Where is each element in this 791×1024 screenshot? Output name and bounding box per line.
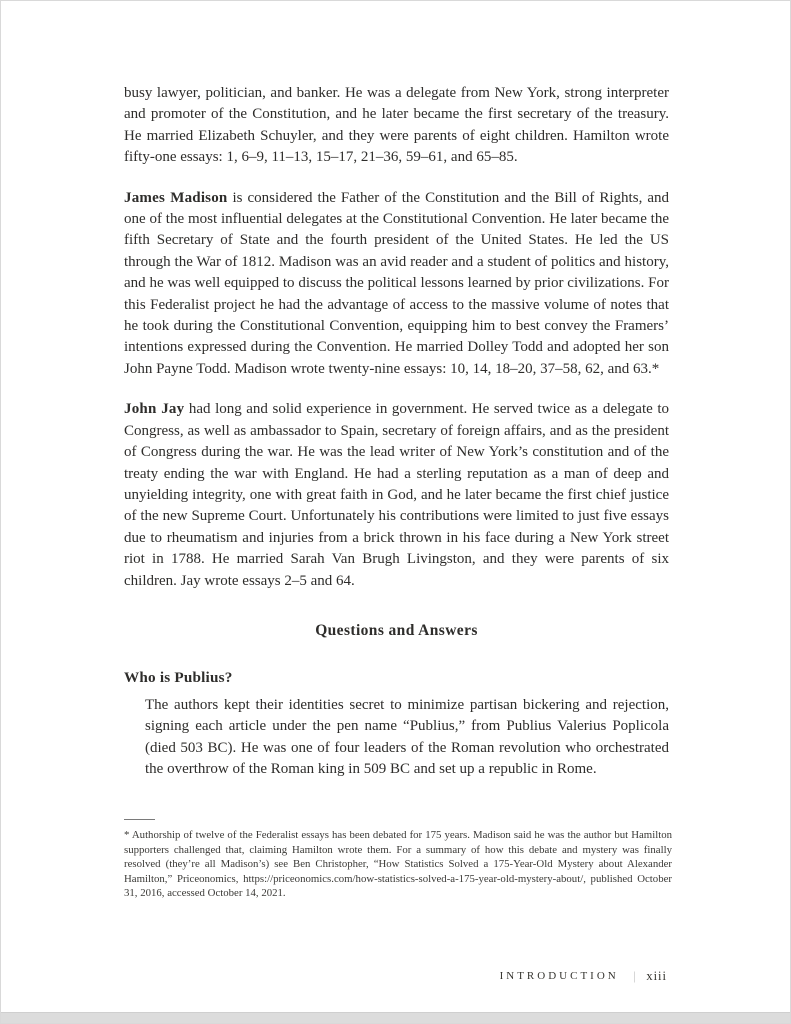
footer-divider: | bbox=[633, 968, 635, 983]
footer-page-number: xiii bbox=[646, 968, 667, 983]
page-content bbox=[124, 83, 669, 780]
paragraph-john-jay bbox=[124, 399, 669, 592]
paragraph-lead: James Madison bbox=[124, 189, 228, 206]
footer-section-label: INTRODUCTION bbox=[499, 970, 619, 982]
page-footer bbox=[500, 968, 667, 984]
question-heading: Who is Publius? bbox=[124, 669, 233, 687]
paragraph-text: is considered the Father of the Constitution and the Bill of Rights, and one of the most influential delegates at the Constitutional Convention. He later became the fifth Secretary of State and the fourth president of the United States. He led the US through the War of 1812. Madison was an avid reader and a student of politics and history, and he was well equipped to discuss the political lessons learned by prior civilizations. For this Federalist project he had the advantage of access to the massive volume of notes that he took during the Constitutional Convention, equipping him to best convey the Framers’ intentions expressed during the Convention. He married Dolley Todd and adopted her son John Payne Todd. Madison wrote twenty-nine essays: 10, 14, 18–20, 37–58, 62, and 63.* bbox=[124, 189, 669, 377]
paragraph-text: busy lawyer, politician, and banker. He was a delegate from New York, strong interpreter and promoter of the Constitution, and he later became the first secretary of the treasury. He married Elizabeth Schuyler, and they were parents of eight children. Hamilton wrote fifty-one essays: 1, 6–9, 11–13, 15–17, 21–36, 59–61, and 65–85. bbox=[124, 85, 669, 166]
paragraph-text: had long and solid experience in government. He served twice as a delegate to Congress, as well as ambassador to Spain, secretary of foreign affairs, and as the president of Congress during the war. He was the lead writer of New York’s constitution and of the treaty ending the war with England. He had a sterling reputation as a man of deep and unyielding integrity, one with great faith in God, and he later became the first chief justice of the new Supreme Court. Unfortunately his contributions were limited to just five essays due to rheumatism and injuries from a brick thrown in his face during a New York street riot in 1788. He married Sarah Van Brugh Livingston, and they were parents of six children. Jay wrote essays 2–5 and 64. bbox=[124, 401, 669, 589]
footnote-text: * Authorship of twelve of the Federalist essays has been debated for 175 years. Madison said he was the author but Hamilton supporters challenged that, claiming Hamilton wrote them. For a summary of how this debate and mystery was finally resolved (they’re all Madison’s) see Ben Christopher, “How Statistics Solved a 175-Year-Old Mystery about Alexander Hamilton,” Priceonomics, https://priceonomics.com/how-statistics-solved-a-175-year-old-mystery-about/, published October 31, 2016, accessed October 14, 2021. bbox=[124, 829, 672, 899]
paragraph-lead: John Jay bbox=[124, 401, 185, 418]
footnote-rule bbox=[124, 819, 155, 820]
page-bottom-edge bbox=[1, 1012, 790, 1023]
footnote-block bbox=[124, 819, 672, 901]
answer-paragraph: The authors kept their identities secret to minimize partisan bickering and rejection, signing each article under the pen name “Publius,” from Publius Valerius Poplicola (died 503 BC). He was one of four leaders of the Roman revolution who orchestrated the overthrow of the Roman king in 509 BC and set up a republic in Rome. bbox=[145, 696, 669, 777]
paragraph-james-madison bbox=[124, 188, 669, 381]
paragraph-hamilton-continued bbox=[124, 83, 669, 169]
section-heading: Questions and Answers bbox=[315, 621, 478, 639]
